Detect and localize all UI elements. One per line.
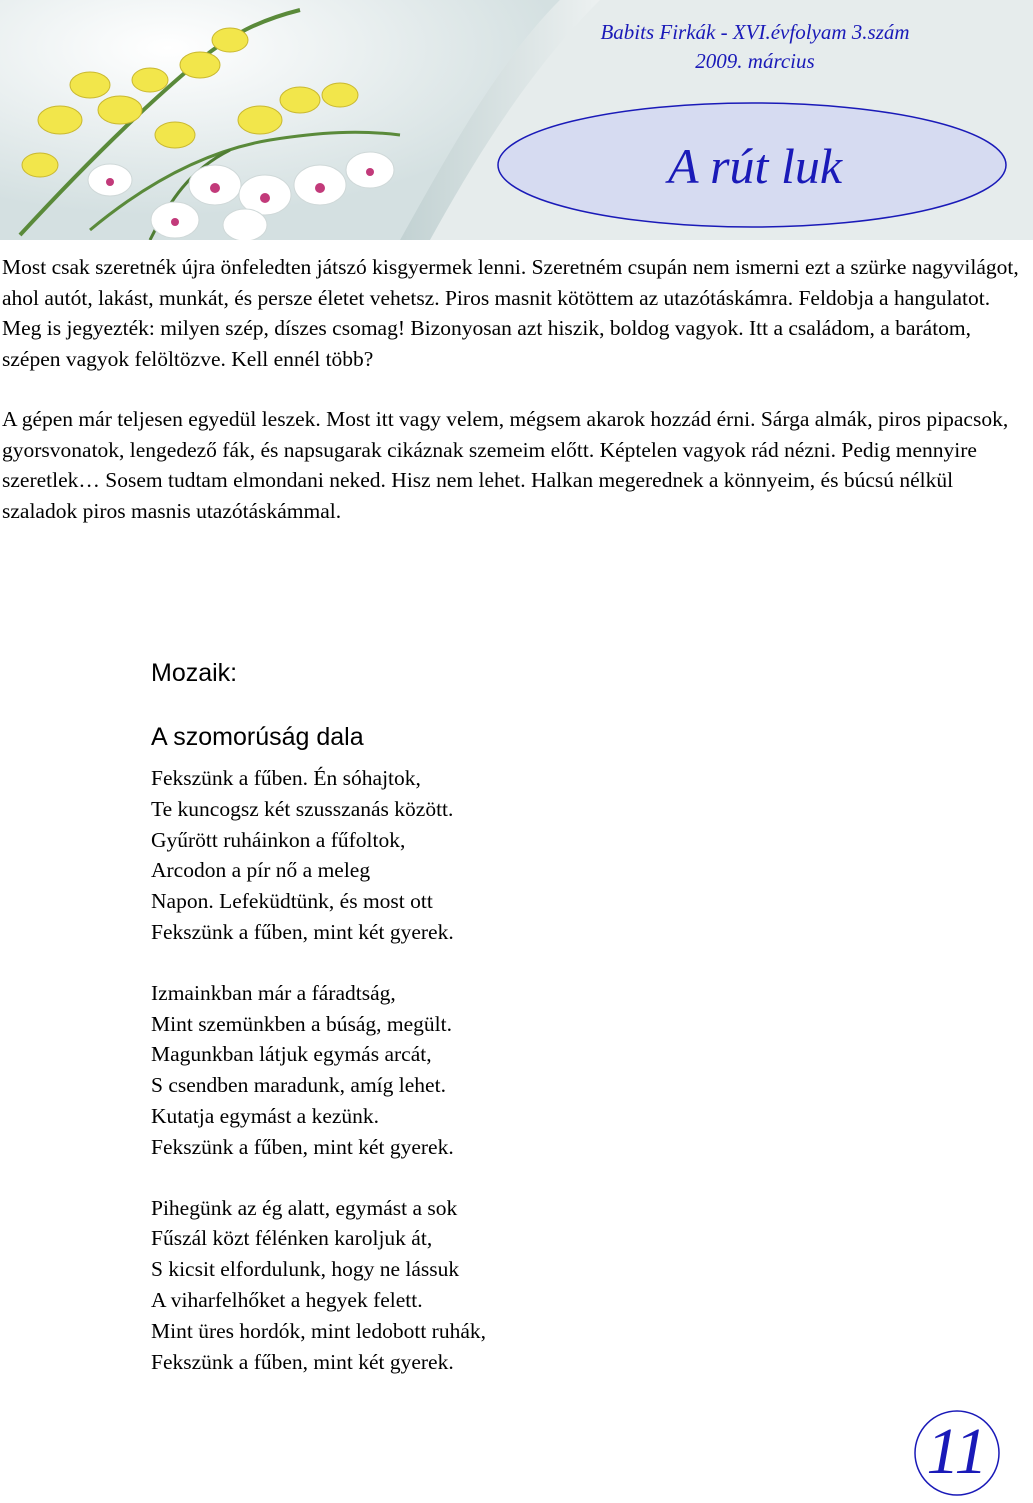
poem-stanza: [151, 1193, 851, 1378]
poem-line: Fekszünk a fűben, mint két gyerek.: [151, 1134, 454, 1159]
poem-line: Kutatja egymást a kezünk.: [151, 1103, 380, 1128]
poem-line: Napon. Lefeküdtünk, és most ott: [151, 889, 433, 914]
poem-line: Fekszünk a fűben, mint két gyerek.: [151, 919, 454, 944]
poem-line: S kicsit elfordulunk, hogy ne lássuk: [151, 1257, 460, 1282]
poem-line: Fűszál közt félénken karoljuk át,: [151, 1226, 433, 1251]
poem-line: Izmainkban már a fáradtság,: [151, 980, 396, 1005]
article-body: [2, 252, 1027, 556]
section-heading: Mozaik:: [151, 659, 238, 687]
page-number-badge: [912, 1408, 1002, 1503]
poem-line: A viharfelhőket a hegyek felett.: [151, 1287, 423, 1312]
poem-line: Magunkban látjuk egymás arcát,: [151, 1042, 432, 1067]
poem-line: S csendben maradunk, amíg lehet.: [151, 1073, 446, 1098]
poem-line: Mint szemünkben a búság, megült.: [151, 1011, 452, 1036]
page-number: 11: [926, 1415, 988, 1488]
masthead-line1: Babits Firkák - XVI.évfolyam 3.szám: [600, 20, 910, 44]
poem-line: Arcodon a pír nő a meleg: [151, 858, 371, 883]
poem-stanza: [151, 763, 851, 948]
poem-line: Pihegünk az ég alatt, egymást a sok: [151, 1195, 458, 1220]
poem-stanza: [151, 978, 851, 1163]
masthead: [540, 18, 970, 76]
article-paragraph: Most csak szeretnék újra önfeledten játszó kisgyermek lenni. Szeretném csupán nem ismerni ezt a szürke nagyvilágot, ahol autót, lakást, munkát, és persze életet vehetsz. Piros masnit kötöttem az utazótáskámra. Feldobja a hangulatot. Meg is jegyezték: milyen szép, díszes csomag! Bizonyosan azt hiszik, boldog vagyok. Itt a családom, a barátom, szépen vagyok felöltözve. Kell ennél több?: [2, 255, 1019, 371]
poem-title: A szomorúság dala: [151, 723, 364, 751]
poem-line: Fekszünk a fűben, mint két gyerek.: [151, 1349, 454, 1374]
masthead-line2: 2009. március: [695, 49, 815, 73]
article-paragraph: A gépen már teljesen egyedül leszek. Most itt vagy velem, mégsem akarok hozzád érni. Sárga almák, piros pipacsok, gyorsvonatok, lengedező fák, és napsugarak cikáznak szemeim előtt. Képtelen vagyok rád nézni. Pedig mennyire szeretlek… Sosem tudtam elmondani neked. Hisz nem lehet. Halkan megerednek a könnyeim, és búcsú nélkül szaladok piros masnis utazótáskámmal.: [2, 407, 1009, 523]
page-header: [0, 0, 1033, 240]
poem-section: [151, 655, 851, 1407]
poem-line: Mint üres hordók, mint ledobott ruhák,: [151, 1318, 487, 1343]
article-title: A rút luk: [667, 138, 843, 194]
poem-line: Fekszünk a fűben. Én sóhajtok,: [151, 766, 421, 790]
poem-line: Gyűrött ruháinkon a fűfoltok,: [151, 827, 406, 852]
poem-line: Te kuncogsz két szusszanás között.: [151, 796, 454, 821]
